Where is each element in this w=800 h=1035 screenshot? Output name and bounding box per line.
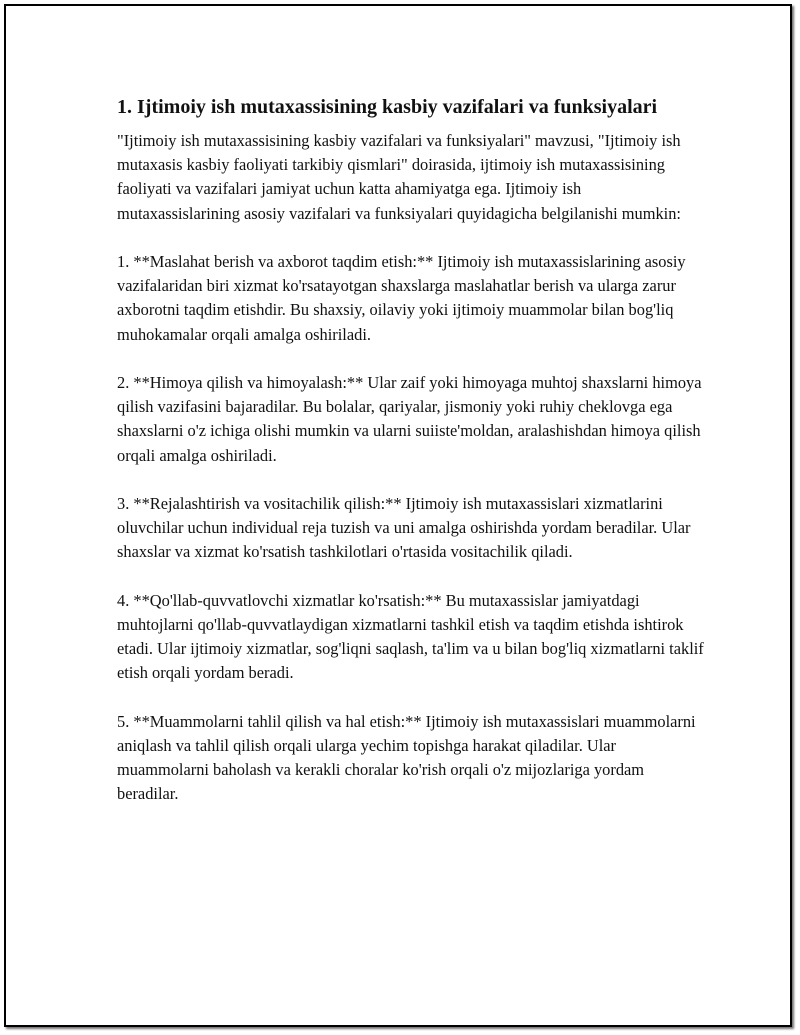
section-heading: 1. Ijtimoiy ish mutaxassisining kasbiy vazifalari va funksiyalari xyxy=(117,96,658,118)
list-item-4: 4. **Qo'llab-quvvatlovchi xizmatlar ko'rsatish:** Bu mutaxassislar jamiyatdagi muhtojlarni qo'llab-quvvatlaydigan xizmatlarni tashkil etish va taqdim etishda ishtirok etadi. Ular ijtimoiy xizmatlar, sog'liqni saqlash, ta'lim va u bilan bog'liq xizmatlarni taklif etish orqali yordam beradi. xyxy=(117,590,704,683)
document-body xyxy=(117,94,707,807)
list-item-3: 3. **Rejalashtirish va vositachilik qilish:** Ijtimoiy ish mutaxassislari xizmatlarini oluvchilar uchun individual reja tuzish va uni amalga oshirishda yordam beradilar. Ular shaxslar va xizmat ko'rsatish tashkilotlari o'rtasida vositachilik qiladi. xyxy=(117,494,691,562)
list-item-5: 5. **Muammolarni tahlil qilish va hal etish:** Ijtimoiy ish mutaxassislari muammolarni aniqlash va tahlil qilish orqali ularga yechim topishga harakat qiladilar. Ular muammolarni baholash va kerakli choralar ko'rish orqali o'z mijozlariga yordam beradilar. xyxy=(117,711,696,804)
list-item-2: 2. **Himoya qilish va himoyalash:** Ular zaif yoki himoyaga muhtoj shaxslarni himoya qilish vazifasini bajaradilar. Bu bolalar, qariyalar, jismoniy yoki ruhiy cheklovga ega shaxslarni o'z ichiga olishi mumkin va ularni suiiste'moldan, aralashishdan himoya qilish orqali amalga oshiriladi. xyxy=(117,373,702,465)
intro-paragraph: "Ijtimoiy ish mutaxassisining kasbiy vazifalari va funksiyalari" mavzusi, "Ijtimoiy ish mutaxasis kasbiy faoliyati tarkibiy qismlari" doirasida, ijtimoiy ish mutaxassisining faoliyati va vazifalari jamiyat uchun katta ahamiyatga ega. Ijtimoiy ish mutaxassislarining asosiy vazifalari va funksiyalari quyidagicha belgilanishi mumkin: xyxy=(117,131,681,223)
list-item-1: 1. **Maslahat berish va axborot taqdim etish:** Ijtimoiy ish mutaxassislarining asosiy vazifalaridan biri xizmat ko'rsatayotgan shaxslarga maslahatlar berish va ularga zarur axborotni taqdim etishdir. Bu shaxsiy, oilaviy yoki ijtimoiy muammolar bilan bog'liq muhokamalar orqali amalga oshiriladi. xyxy=(117,252,686,344)
